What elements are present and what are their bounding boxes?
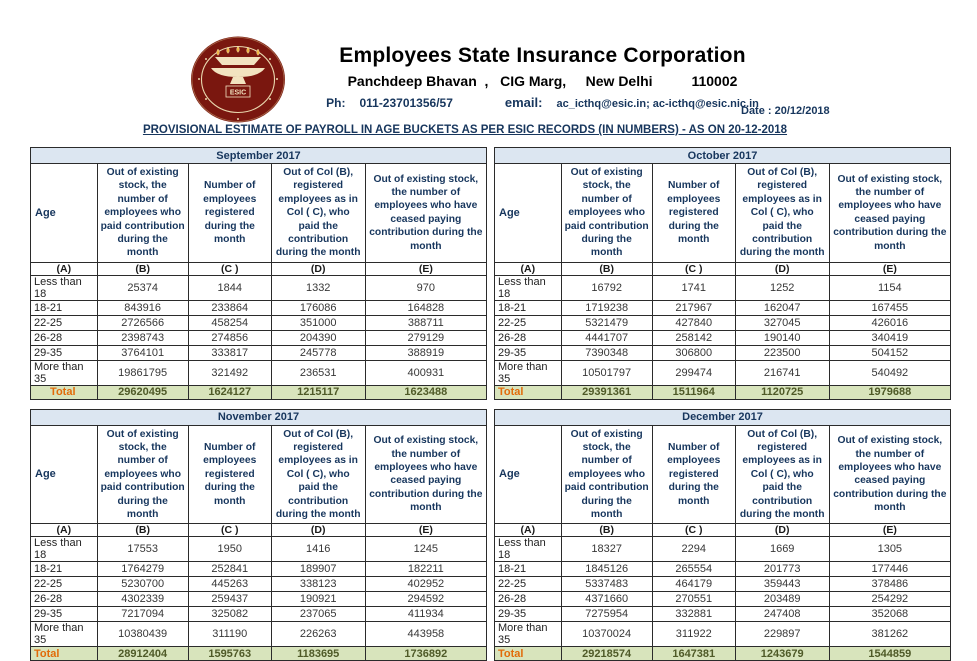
column-description-row: [495, 164, 951, 263]
col-letter: (C ): [188, 524, 271, 537]
total-value: 29620495: [97, 385, 188, 399]
col-letter: (B): [561, 262, 652, 275]
data-row: [31, 537, 487, 562]
value-cell: 19861795: [97, 360, 188, 385]
value-cell: 351000: [271, 315, 365, 330]
data-row: [31, 345, 487, 360]
total-row: [495, 385, 951, 399]
value-cell: 223500: [735, 345, 829, 360]
col-letter: (E): [365, 524, 486, 537]
column-description-row: [31, 164, 487, 263]
value-cell: 2398743: [97, 330, 188, 345]
value-cell: 270551: [652, 592, 735, 607]
age-bucket-label: 18-21: [31, 562, 98, 577]
total-value: 1215117: [271, 385, 365, 399]
value-cell: 203489: [735, 592, 829, 607]
col-letter: (E): [365, 262, 486, 275]
column-letter-row: [495, 262, 951, 275]
value-cell: 359443: [735, 577, 829, 592]
data-row: [31, 562, 487, 577]
value-cell: 1719238: [561, 300, 652, 315]
value-cell: 3764101: [97, 345, 188, 360]
value-cell: 1950: [188, 537, 271, 562]
value-cell: 1416: [271, 537, 365, 562]
age-bucket-label: 18-21: [495, 562, 562, 577]
value-cell: 164828: [365, 300, 486, 315]
tables-grid: [30, 147, 951, 661]
age-bucket-label: 29-35: [31, 607, 98, 622]
value-cell: 306800: [652, 345, 735, 360]
age-bucket-label: More than 35: [31, 360, 98, 385]
col-letter: (D): [271, 262, 365, 275]
table-body: [31, 275, 487, 385]
col-letter: (D): [735, 262, 829, 275]
col-letter: (A): [495, 262, 562, 275]
col-header-age: Age: [31, 164, 98, 263]
age-bucket-label: 18-21: [31, 300, 98, 315]
value-cell: 299474: [652, 360, 735, 385]
value-cell: 237065: [271, 607, 365, 622]
total-value: 29218574: [561, 647, 652, 661]
value-cell: 458254: [188, 315, 271, 330]
age-bucket-label: 26-28: [31, 330, 98, 345]
data-row: [495, 607, 951, 622]
value-cell: 7390348: [561, 345, 652, 360]
value-cell: 311190: [188, 622, 271, 647]
data-row: [495, 345, 951, 360]
value-cell: 189907: [271, 562, 365, 577]
col-header-c: Number of employees registered during the month: [188, 425, 271, 524]
col-header-c: Number of employees registered during the month: [652, 425, 735, 524]
value-cell: 443958: [365, 622, 486, 647]
value-cell: 201773: [735, 562, 829, 577]
value-cell: 190140: [735, 330, 829, 345]
table-body: [495, 275, 951, 385]
value-cell: 233864: [188, 300, 271, 315]
value-cell: 970: [365, 275, 486, 300]
org-address: Panchdeep Bhavan , CIG Marg, New Delhi 110002: [347, 73, 738, 89]
value-cell: 25374: [97, 275, 188, 300]
value-cell: 265554: [652, 562, 735, 577]
value-cell: 1741: [652, 275, 735, 300]
month-header-row: [31, 409, 487, 425]
value-cell: 4441707: [561, 330, 652, 345]
value-cell: 332881: [652, 607, 735, 622]
value-cell: 236531: [271, 360, 365, 385]
column-letter-row: [31, 524, 487, 537]
data-row: [495, 360, 951, 385]
value-cell: 381262: [829, 622, 950, 647]
value-cell: 5337483: [561, 577, 652, 592]
col-letter: (B): [97, 524, 188, 537]
col-header-e: Out of existing stock, the number of employees who have ceased paying contribution during the month: [365, 425, 486, 524]
total-value: 1647381: [652, 647, 735, 661]
age-bucket-label: More than 35: [31, 622, 98, 647]
value-cell: 252841: [188, 562, 271, 577]
total-value: 28912404: [97, 647, 188, 661]
col-letter: (E): [829, 262, 950, 275]
value-cell: 258142: [652, 330, 735, 345]
age-bucket-label: 26-28: [495, 592, 562, 607]
col-header-d: Out of Col (B), registered employees as in Col ( C), who paid the contribution during the month: [271, 425, 365, 524]
value-cell: 190921: [271, 592, 365, 607]
value-cell: 7217094: [97, 607, 188, 622]
date-label: Date : 20/12/2018: [741, 105, 830, 117]
col-letter: (A): [495, 524, 562, 537]
data-row: [495, 562, 951, 577]
col-header-e: Out of existing stock, the number of employees who have ceased paying contribution during the month: [365, 164, 486, 263]
data-row: [31, 607, 487, 622]
total-value: 1511964: [652, 385, 735, 399]
esic-logo-text: ESIC: [229, 89, 247, 97]
data-row: [495, 622, 951, 647]
value-cell: 2726566: [97, 315, 188, 330]
value-cell: 321492: [188, 360, 271, 385]
total-value: 1544859: [829, 647, 950, 661]
value-cell: 182211: [365, 562, 486, 577]
value-cell: 217967: [652, 300, 735, 315]
phone-number: 011-23701356/57: [359, 96, 453, 110]
data-row: [31, 330, 487, 345]
total-value: 29391361: [561, 385, 652, 399]
table-body: [495, 537, 951, 647]
col-header-e: Out of existing stock, the number of employees who have ceased paying contribution during the month: [829, 425, 950, 524]
age-bucket-label: More than 35: [495, 360, 562, 385]
data-row: [31, 300, 487, 315]
value-cell: 333817: [188, 345, 271, 360]
value-cell: 325082: [188, 607, 271, 622]
value-cell: 1669: [735, 537, 829, 562]
value-cell: 540492: [829, 360, 950, 385]
column-letter-row: [495, 524, 951, 537]
total-label: Total: [495, 647, 562, 661]
col-header-b: Out of existing stock, the number of employees who paid contribution during the month: [97, 164, 188, 263]
value-cell: 427840: [652, 315, 735, 330]
value-cell: 5230700: [97, 577, 188, 592]
value-cell: 352068: [829, 607, 950, 622]
total-value: 1120725: [735, 385, 829, 399]
col-header-c: Number of employees registered during the month: [652, 164, 735, 263]
month-name: December 2017: [495, 409, 951, 425]
value-cell: 216741: [735, 360, 829, 385]
value-cell: 7275954: [561, 607, 652, 622]
value-cell: 162047: [735, 300, 829, 315]
age-bucket-label: 29-35: [31, 345, 98, 360]
col-header-d: Out of Col (B), registered employees as in Col ( C), who paid the contribution during the month: [735, 425, 829, 524]
value-cell: 504152: [829, 345, 950, 360]
total-value: 1183695: [271, 647, 365, 661]
value-cell: 10370024: [561, 622, 652, 647]
value-cell: 327045: [735, 315, 829, 330]
total-value: 1624127: [188, 385, 271, 399]
value-cell: 279129: [365, 330, 486, 345]
age-bucket-label: 22-25: [495, 577, 562, 592]
col-header-d: Out of Col (B), registered employees as in Col ( C), who paid the contribution during the month: [735, 164, 829, 263]
value-cell: 245778: [271, 345, 365, 360]
total-row: [495, 647, 951, 661]
table-body: [31, 537, 487, 647]
total-value: 1623488: [365, 385, 486, 399]
age-bucket-label: Less than 18: [495, 537, 562, 562]
col-header-b: Out of existing stock, the number of employees who paid contribution during the month: [97, 425, 188, 524]
value-cell: 177446: [829, 562, 950, 577]
value-cell: 1844: [188, 275, 271, 300]
value-cell: 16792: [561, 275, 652, 300]
page-title: PROVISIONAL ESTIMATE OF PAYROLL IN AGE BUCKETS AS PER ESIC RECORDS (IN NUMBERS) - AS ON 20-12-2018: [142, 124, 788, 136]
month-table: [494, 147, 951, 400]
phone-label: Ph:: [326, 96, 346, 110]
month-header-row: [495, 409, 951, 425]
age-bucket-label: Less than 18: [31, 275, 98, 300]
value-cell: 340419: [829, 330, 950, 345]
data-row: [31, 577, 487, 592]
value-cell: 1845126: [561, 562, 652, 577]
month-name: September 2017: [31, 148, 487, 164]
col-header-age: Age: [31, 425, 98, 524]
age-bucket-label: 18-21: [495, 300, 562, 315]
age-bucket-label: 22-25: [31, 577, 98, 592]
value-cell: 445263: [188, 577, 271, 592]
value-cell: 843916: [97, 300, 188, 315]
col-header-age: Age: [495, 425, 562, 524]
month-name: October 2017: [495, 148, 951, 164]
value-cell: 388711: [365, 315, 486, 330]
email-address: ac_icthq@esic.in; ac-icthq@esic.nic.in: [556, 98, 759, 110]
value-cell: 464179: [652, 577, 735, 592]
col-letter: (C ): [652, 524, 735, 537]
value-cell: 338123: [271, 577, 365, 592]
total-label: Total: [495, 385, 562, 399]
col-letter: (C ): [188, 262, 271, 275]
value-cell: 1245: [365, 537, 486, 562]
value-cell: 426016: [829, 315, 950, 330]
email-label: email:: [504, 95, 543, 110]
data-row: [495, 275, 951, 300]
data-row: [31, 315, 487, 330]
value-cell: 4371660: [561, 592, 652, 607]
value-cell: 226263: [271, 622, 365, 647]
age-bucket-label: 29-35: [495, 345, 562, 360]
value-cell: 5321479: [561, 315, 652, 330]
month-table: [30, 147, 487, 400]
data-row: [495, 592, 951, 607]
value-cell: 311922: [652, 622, 735, 647]
col-letter: (B): [97, 262, 188, 275]
value-cell: 247408: [735, 607, 829, 622]
data-row: [31, 622, 487, 647]
value-cell: 229897: [735, 622, 829, 647]
month-name: November 2017: [31, 409, 487, 425]
total-row: [31, 385, 487, 399]
value-cell: 176086: [271, 300, 365, 315]
age-bucket-label: Less than 18: [495, 275, 562, 300]
data-row: [31, 275, 487, 300]
age-bucket-label: 29-35: [495, 607, 562, 622]
col-letter: (B): [561, 524, 652, 537]
col-header-b: Out of existing stock, the number of employees who paid contribution during the month: [561, 425, 652, 524]
data-row: [495, 330, 951, 345]
value-cell: 274856: [188, 330, 271, 345]
value-cell: 259437: [188, 592, 271, 607]
col-letter: (C ): [652, 262, 735, 275]
value-cell: 1305: [829, 537, 950, 562]
value-cell: 17553: [97, 537, 188, 562]
month-table: [30, 409, 487, 661]
data-row: [495, 300, 951, 315]
col-header-b: Out of existing stock, the number of employees who paid contribution during the month: [561, 164, 652, 263]
data-row: [495, 537, 951, 562]
total-label: Total: [31, 385, 98, 399]
data-row: [31, 592, 487, 607]
column-description-row: [31, 425, 487, 524]
age-bucket-label: Less than 18: [31, 537, 98, 562]
age-bucket-label: 22-25: [31, 315, 98, 330]
value-cell: 1154: [829, 275, 950, 300]
value-cell: 1332: [271, 275, 365, 300]
value-cell: 1764279: [97, 562, 188, 577]
total-value: 1736892: [365, 647, 486, 661]
column-letter-row: [31, 262, 487, 275]
value-cell: 400931: [365, 360, 486, 385]
month-header-row: [31, 148, 487, 164]
total-value: 1595763: [188, 647, 271, 661]
col-header-c: Number of employees registered during the month: [188, 164, 271, 263]
column-description-row: [495, 425, 951, 524]
value-cell: 1252: [735, 275, 829, 300]
value-cell: 294592: [365, 592, 486, 607]
col-letter: (E): [829, 524, 950, 537]
value-cell: 167455: [829, 300, 950, 315]
month-table: [494, 409, 951, 661]
col-header-e: Out of existing stock, the number of employees who have ceased paying contribution during the month: [829, 164, 950, 263]
value-cell: 4302339: [97, 592, 188, 607]
value-cell: 10380439: [97, 622, 188, 647]
month-header-row: [495, 148, 951, 164]
age-bucket-label: 22-25: [495, 315, 562, 330]
data-row: [31, 360, 487, 385]
col-letter: (D): [271, 524, 365, 537]
value-cell: 254292: [829, 592, 950, 607]
value-cell: 2294: [652, 537, 735, 562]
value-cell: 411934: [365, 607, 486, 622]
document-header: [255, 44, 830, 110]
col-header-age: Age: [495, 164, 562, 263]
age-bucket-label: More than 35: [495, 622, 562, 647]
org-name: Employees State Insurance Corporation: [339, 44, 746, 67]
total-row: [31, 647, 487, 661]
col-letter: (A): [31, 524, 98, 537]
total-label: Total: [31, 647, 98, 661]
age-bucket-label: 26-28: [31, 592, 98, 607]
value-cell: 204390: [271, 330, 365, 345]
value-cell: 10501797: [561, 360, 652, 385]
col-letter: (A): [31, 262, 98, 275]
value-cell: 402952: [365, 577, 486, 592]
value-cell: 388919: [365, 345, 486, 360]
col-header-d: Out of Col (B), registered employees as in Col ( C), who paid the contribution during the month: [271, 164, 365, 263]
data-row: [495, 577, 951, 592]
total-value: 1979688: [829, 385, 950, 399]
value-cell: 18327: [561, 537, 652, 562]
value-cell: 378486: [829, 577, 950, 592]
col-letter: (D): [735, 524, 829, 537]
age-bucket-label: 26-28: [495, 330, 562, 345]
total-value: 1243679: [735, 647, 829, 661]
data-row: [495, 315, 951, 330]
